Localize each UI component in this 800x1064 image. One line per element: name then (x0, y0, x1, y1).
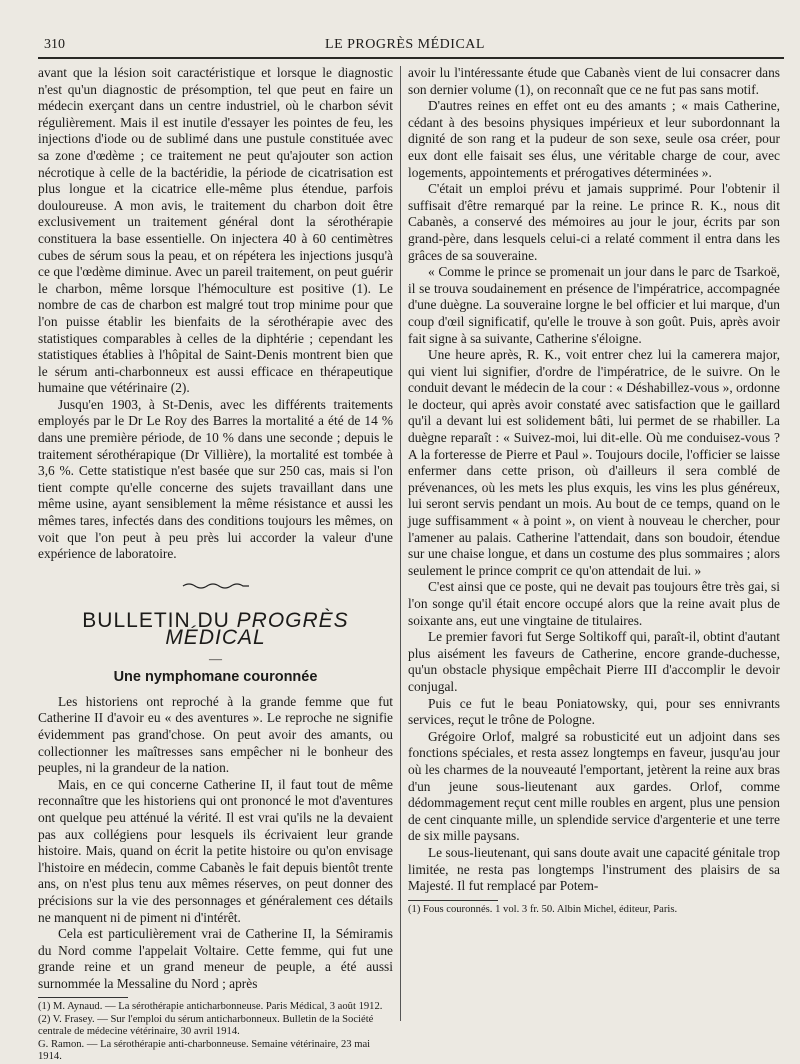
paragraph: Le sous-lieutenant, qui sans doute avait une capacité génitale trop limitée, ne resta pas longtemps l'instrument des plaisirs de sa Majesté. Il fut remplacé par Potem- (408, 844, 780, 894)
footnote-rule (38, 997, 128, 998)
page-number: 310 (44, 37, 65, 52)
paragraph: Jusqu'en 1903, à St-Denis, avec les différents traitements employés par le Dr Le Roy des Barres la mortalité a été de 14 % dans une première période, de 10 % dans une seconde ; depuis le traitement sérothérapique (Dr Villière), la mortalité est tombée à 3,6 %. Cette statistique n'est basée que sur 250 cas, mais si l'on tient compte qu'elle concerne des sujets travaillant dans une même usine, ayant sensiblement la même résistance et aussi les mêmes tares, infectés dans des conditions toujours les mêmes, on voit que l'on peut à peu près lui accorder la valeur d'une expérience de laboratoire. (38, 396, 393, 562)
paragraph: Une heure après, R. K., voit entrer chez lui la camerera major, qui vient lui signifier, d'ordre de l'impératrice, de le suivre. On le conduit devant le médecin de la cour : « Déshabillez-vous », ordonne le docteur, qui après avoir constaté avec satisfaction que le gaillard qu'il a devant lui est solidement bâti, lui permet de se rhabiller. La duègne reparaît : « Suivez-moi, lui dit-elle. Où me conduisez-vous ? A la forteresse de Pierre et Paul ». Toujours docile, l'officier se laisse enfermer dans cette prison, où d'ailleurs il sera comblé de prévenances, où les mets les plus exquis, les vins les plus généreux, lui seront servis pendant un mois. Au bout de ce temps, quand on le juge suffisamment « à point », on vient à nouveau le chercher, pour l'amener au palais. Catherine l'attendait, dans son boudoir, étendue sur une chaise longue, et dans un costume des plus sommaires ; alors seulement le prince comprit ce qu'on attendait de lui. » (408, 347, 780, 578)
footnote: G. Ramon. — La sérothérapie anti-charbonneuse. Semaine vétérinaire, 23 mai 1914. (38, 1038, 371, 1063)
paragraph: Puis ce fut le beau Poniatowsky, qui, pour ses ennivrants services, reçut le trône de Pologne. (408, 695, 780, 728)
section-ornament (38, 579, 393, 596)
paragraph: Cela est particulièrement vrai de Catherine II, la Sémiramis du Nord comme l'appelait Voltaire. Cette femme, qui fut une grande reine et un grand meneur de peuple, a été aussi surnommée la Messaline du Nord ; après (38, 926, 393, 991)
left-column (38, 65, 393, 1064)
paragraph: D'autres reines en effet ont eu des amants ; « mais Catherine, cédant à des besoins physiques impérieux et leur subordonnant la dignité de son rang et la pudeur de son sexe, seule osa créer, pour eux dont elle faisait ses élus, une véritable charge de cour, avec logements, appointements et prérogatives déterminées ». (408, 98, 780, 180)
paragraph: Le premier favori fut Serge Soltikoff qui, paraît-il, obtint d'autant plus aisément les faveurs de Catherine, encore grande-duchesse, qu'un obstacle physique empêchait Pierre III d'accomplir le devoir conjugal. (408, 629, 780, 694)
header-rule (38, 57, 784, 59)
paragraph: « Comme le prince se promenait un jour dans le parc de Tsarkoë, il se trouva soudainement en présence de l'impératrice, accompagnée d'une duègne. La souveraine lorgne le bel officier et lui marque, d'un coup d'œil significatif, qu'elle le trouve à son goût. Puis, après avoir fait signe à sa suivante, Catherine s'éloigne. (408, 264, 780, 346)
page-header (30, 37, 780, 57)
paragraph: Grégoire Orlof, malgré sa robusticité eut un adjoint dans ses fonctions spéciales, et resta assez longtemps en faveur, jusqu'au jour où les charmes de la nouveauté l'emportant, jetèrent la reine aux bras d'un jeune sous-lieutenant aux gardes. Orlof, comme dédommagement reçut cent mille roubles en argent, plus une pension de cent cinquante mille, un splendide service d'argenterie et une terre de six mille paysans. (408, 728, 780, 844)
paragraph: C'est ainsi que ce poste, qui ne devait pas toujours être très gai, si l'on songe qu'il était encore occupé alors que la reine avait plus de soixante ans, eut une vingtaine de titulaires. (408, 579, 780, 628)
right-column (408, 65, 780, 916)
paragraph: avoir lu l'intéressante étude que Cabanès vient de lui consacrer dans son dernier volume (1), on reconnaît que ce ne fut pas sans motif. (408, 65, 780, 97)
column-divider (400, 66, 401, 1021)
footnote: (1) Fous couronnés. 1 vol. 3 fr. 50. Albin Michel, éditeur, Paris. (408, 903, 678, 915)
article-title: Une nymphomane couronnée (113, 669, 318, 686)
bulletin-journal-name: PROGRÈS MÉDICAL (165, 609, 349, 649)
footnote: (2) V. Frasey. — Sur l'emploi du sérum anticharbonneux. Bulletin de la Société centrale de médecine vétérinaire, 30 avril 1914. (38, 1013, 374, 1038)
paragraph: avant que la lésion soit caractéristique et lorsque le diagnostic n'est qu'un diagnostic de présomption, tel que peut en faire un médecin exerçant dans un centre industriel, où le charbon sévit régulièrement. Mais il est inutile d'essayer les pointes de feu, les injections d'iode ou de sublimé dans une pustule constituée avec sa zone d'œdème ; ce traitement ne peut qu'ajouter son action nécrotique à celle de la bactéridie, la période de cicatrisation est plus longue et la cicatrice elle-même plus étendue, parfois douloureuse. A mon avis, le traitement du charbon doit être exclusivement un traitement général dont la sérothérapie constituera la base essentielle. On injectera 40 à 60 centimètres cubes de sérum sous la peau, et on répétera les injections jusqu'à ce que l'œdème diminue. Avec un pareil traitement, on peut guérir le charbon, même lorsque l'hémoculture est positive (1). Le nombre de cas de charbon est malgré tout trop minime pour que l'on puisse établir les bienfaits de la sérothérapie avec des statistiques comparables à celles de la diphtérie ; cependant les statistiques établies à l'hôpital de Saint-Denis montrent bien que le sérum anti-charbonneux est aussi efficace en thérapeutique humaine que vétérinaire (2). (38, 65, 393, 396)
bulletin-prefix: BULLETIN DU (82, 609, 237, 633)
paragraph: C'était un emploi prévu et jamais supprimé. Pour l'obtenir il suffisait d'être remarqué par la reine. Le prince R. K., nous dit Cabanès, a conservé des mémoires au jour le jour, écrits par son grand-père, dans lesquels celui-ci a relaté comment il entra dans les grâces de sa souveraine. (408, 181, 780, 263)
heading-dash: — (209, 650, 222, 666)
footnote: (1) M. Aynaud. — La sérothérapie anticharbonneuse. Paris Médical, 3 août 1912. (38, 1001, 383, 1013)
paragraph: Mais, en ce qui concerne Catherine II, il faut tout de même reconnaître que les historiens qui ont prononcé le mot d'aventures ont quelque peu atténué la vérité. Il est vrai qu'ils ne la devaient pas aux collégiens pour lesquels ils écrivaient leur grande histoire. Mais, quand on écrit la petite histoire ou qu'on envisage l'histoire en médecin, comme Cabanès le fait depuis bientôt trente ans, on n'est plus tenu aux mêmes réserves, on peut donner des précisions sur la vie des personnages et généralement ces détails ne manquent ni de piment ni d'intérêt. (38, 776, 393, 925)
footnote-rule (408, 900, 498, 901)
bulletin-heading (38, 609, 393, 649)
running-title: LE PROGRÈS MÉDICAL (325, 37, 485, 52)
paragraph: Les historiens ont reproché à la grande femme que fut Catherine II d'avoir eu « des aventures ». Le reproche ne signifie évidemment pas grand'chose. On peut avoir des amants, ou collectionner les maîtresses sans empêcher ni le bonheur des peuples, ni la grandeur de la nation. (38, 693, 393, 776)
ornament-flourish-icon (181, 581, 251, 591)
